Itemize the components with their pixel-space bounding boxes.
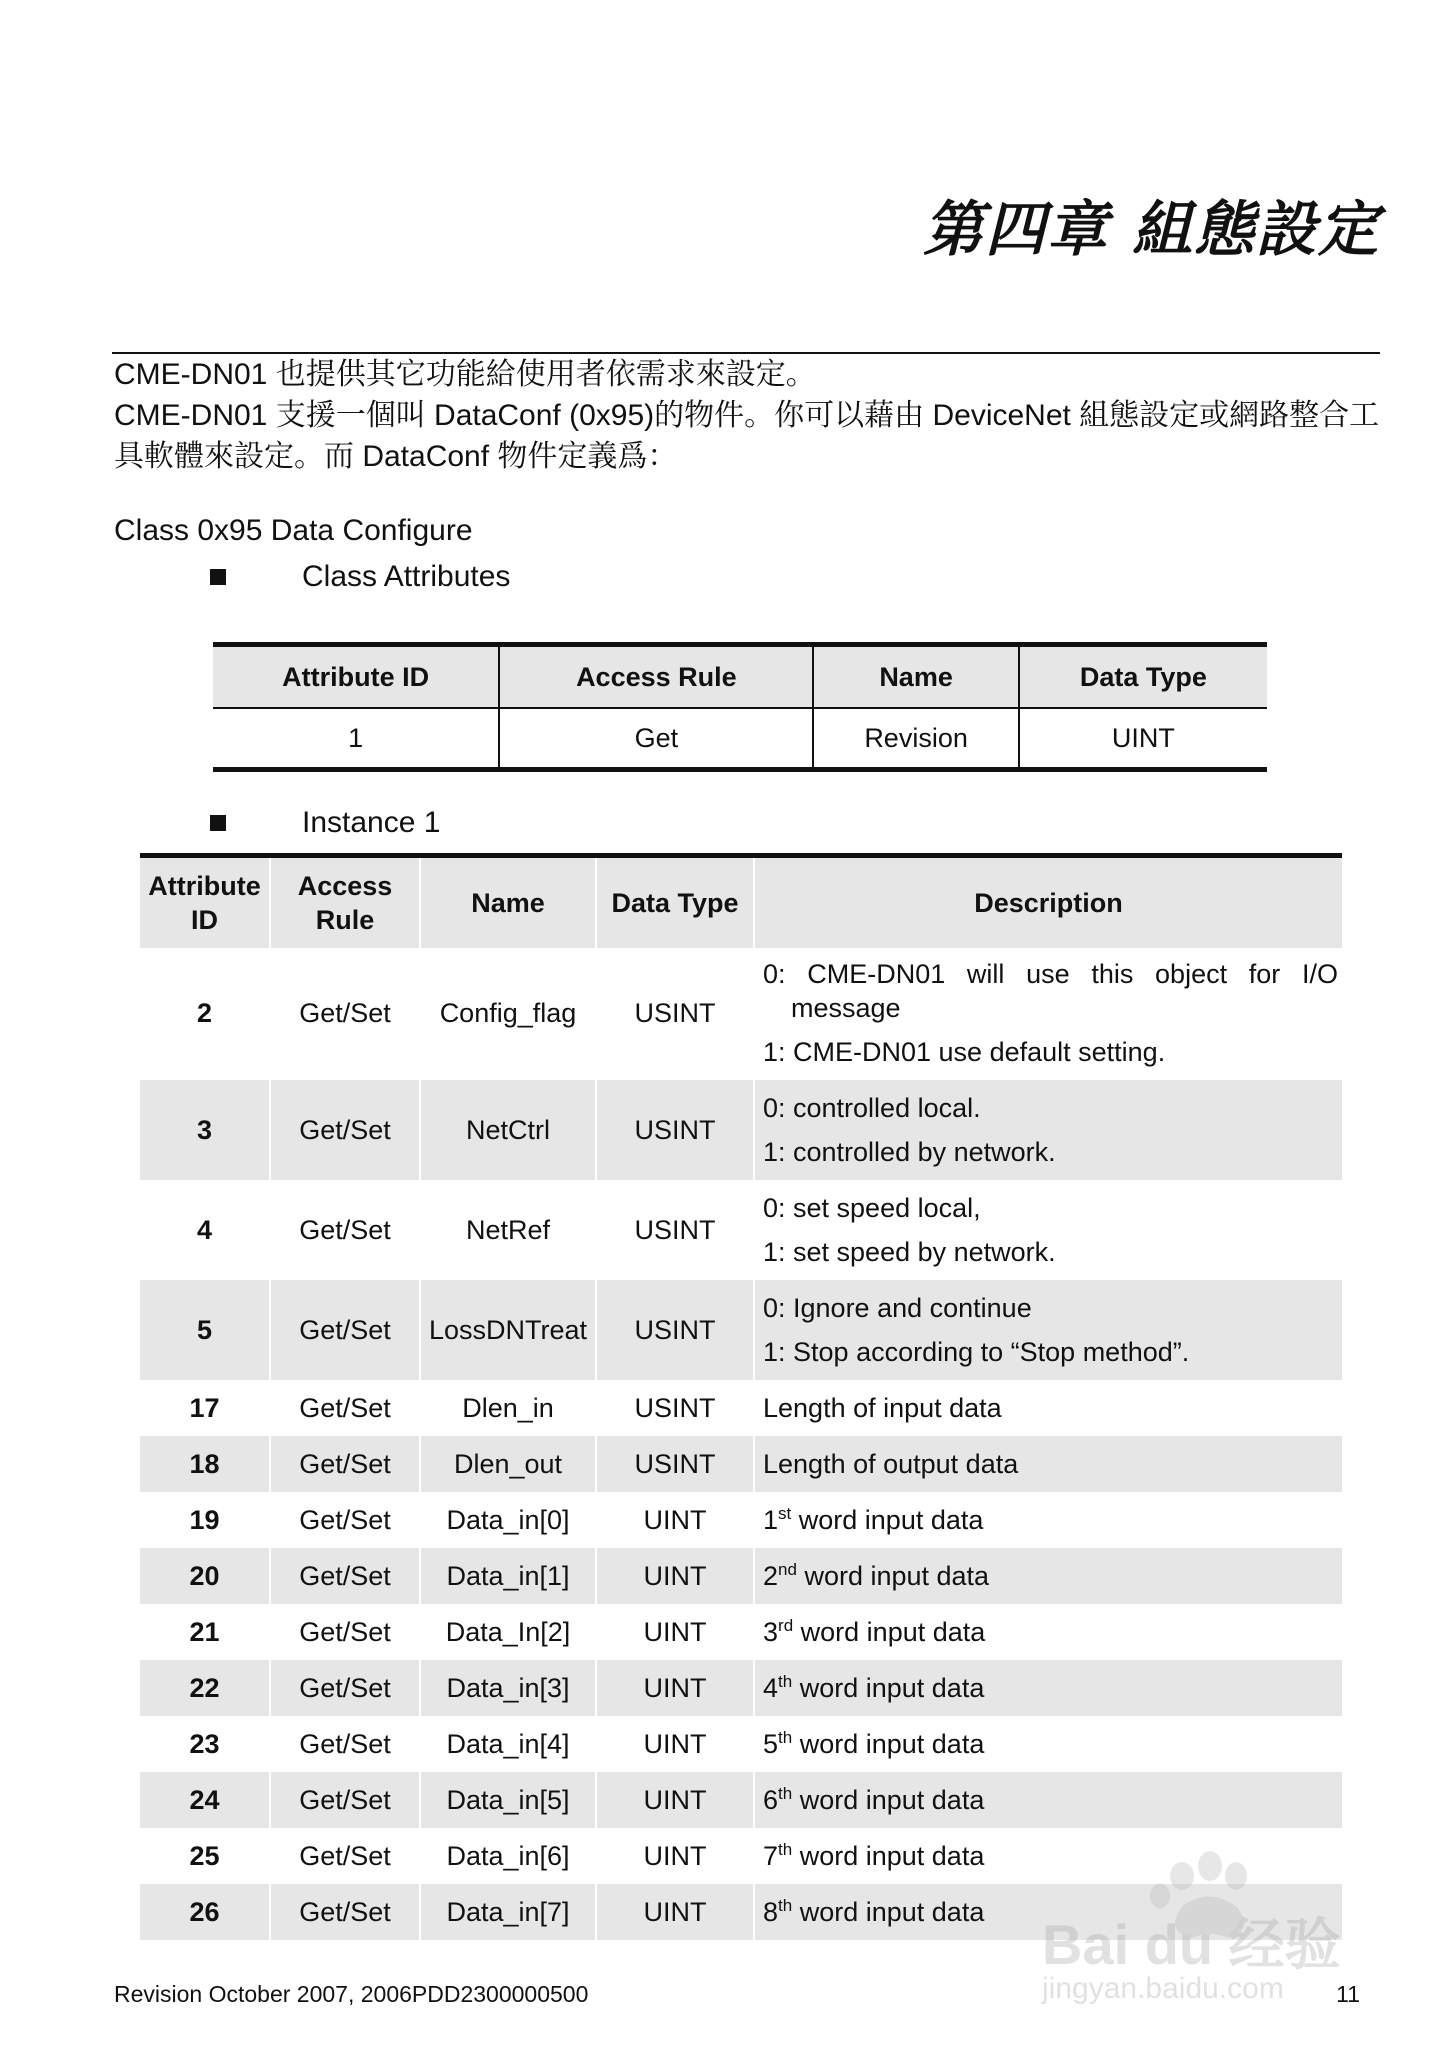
cell-attribute-id: 19	[140, 1492, 270, 1548]
description-text: word input data	[792, 1896, 985, 1927]
description-line: 0: CME-DN01 will use this object for I/O	[763, 959, 1338, 989]
col-description: Description	[754, 856, 1342, 949]
cell-attribute-id: 25	[140, 1828, 270, 1884]
ordinal-suffix: st	[778, 1503, 792, 1523]
col-name: Name	[420, 856, 596, 949]
cell-attribute-id: 26	[140, 1884, 270, 1940]
description-line: 0: Ignore and continue	[763, 1293, 1032, 1323]
cell-access-rule: Get/Set	[270, 1548, 420, 1604]
cell-name: NetRef	[420, 1180, 596, 1280]
cell-data-type: UINT	[596, 1492, 754, 1548]
intro-line-1: CME-DN01 也提供其它功能給使用者依需求來設定。	[114, 358, 816, 391]
cell-name: NetCtrl	[420, 1079, 596, 1180]
cell-attribute-id: 17	[140, 1380, 270, 1436]
cell-attribute-id: 20	[140, 1548, 270, 1604]
ordinal-suffix: rd	[778, 1615, 794, 1635]
cell-access-rule: Get/Set	[270, 1604, 420, 1660]
description-text: word input data	[791, 1504, 984, 1535]
class-attributes-table	[213, 642, 1267, 772]
col-data-type: Data Type	[1019, 645, 1267, 709]
baidu-watermark	[1032, 1846, 1362, 2006]
ordinal-suffix: th	[778, 1727, 793, 1747]
cell-data-type: UINT	[596, 1716, 754, 1772]
ordinal-number: 6	[763, 1784, 779, 1815]
intro-line-2: CME-DN01 支援一個叫 DataConf (0x95)的物件。你可以藉由 DeviceNet 組態設定或網路整合工具軟體來設定。而 DataConf 物件定義爲：	[114, 399, 1380, 473]
cell-attribute-id: 21	[140, 1604, 270, 1660]
table-row	[140, 1660, 1342, 1716]
ordinal-suffix: th	[778, 1895, 793, 1915]
cell-name: Data_in[3]	[420, 1660, 596, 1716]
table-row	[140, 1604, 1342, 1660]
description-text: word input data	[796, 1560, 990, 1591]
cell-description	[754, 1772, 1342, 1828]
table-row	[140, 1716, 1342, 1772]
table-header-row	[213, 645, 1267, 709]
class-title: Class 0x95 Data Configure	[114, 514, 473, 547]
cell-access-rule: Get/Set	[270, 1280, 420, 1380]
col-attribute-id-line2: ID	[191, 905, 218, 935]
ordinal-number: 1	[763, 1504, 779, 1535]
table-row	[140, 1492, 1342, 1548]
description-text: word input data	[793, 1616, 986, 1647]
ordinal-suffix: th	[778, 1839, 793, 1859]
instance-label: Instance 1	[302, 806, 441, 839]
cell-name: Config_flag	[420, 948, 596, 1079]
description-text: word input data	[792, 1840, 985, 1871]
cell-description	[754, 1492, 1342, 1548]
chapter-title: 第四章 組態設定	[923, 195, 1380, 265]
cell-attribute-id: 1	[213, 708, 499, 770]
square-bullet-icon	[210, 569, 226, 585]
instance-attributes-table	[140, 853, 1342, 1940]
cell-name: Data_in[7]	[420, 1884, 596, 1940]
cell-name: Data_In[2]	[420, 1604, 596, 1660]
square-bullet-icon	[210, 815, 226, 831]
col-access-rule-line1: Access	[297, 871, 393, 901]
description-line: 1: CME-DN01 use default setting.	[763, 1037, 1166, 1067]
table-row	[140, 1180, 1342, 1280]
ordinal-number: 3	[763, 1616, 779, 1647]
cell-data-type: USINT	[596, 1436, 754, 1492]
cell-description: Length of output data	[754, 1436, 1342, 1492]
cell-access-rule: Get	[499, 708, 813, 770]
cell-attribute-id: 22	[140, 1660, 270, 1716]
col-attribute-id: Attribute ID	[213, 645, 499, 709]
cell-access-rule: Get/Set	[270, 1660, 420, 1716]
ordinal-number: 2	[763, 1560, 779, 1591]
table-row	[140, 1079, 1342, 1180]
cell-attribute-id: 23	[140, 1716, 270, 1772]
cell-attribute-id: 18	[140, 1436, 270, 1492]
cell-description	[754, 1180, 1342, 1280]
table-row	[140, 1772, 1342, 1828]
cell-name: Dlen_out	[420, 1436, 596, 1492]
cell-data-type: USINT	[596, 1380, 754, 1436]
cell-data-type: USINT	[596, 1180, 754, 1280]
cell-attribute-id: 24	[140, 1772, 270, 1828]
instance-heading	[210, 806, 440, 840]
cell-data-type: UINT	[596, 1548, 754, 1604]
cell-access-rule: Get/Set	[270, 1772, 420, 1828]
footer-revision: Revision October 2007, 2006PDD2300000500	[114, 1981, 589, 2007]
description-line: 0: set speed local,	[763, 1193, 981, 1223]
cell-attribute-id: 5	[140, 1280, 270, 1380]
cell-name: Data_in[5]	[420, 1772, 596, 1828]
cell-description	[754, 1280, 1342, 1380]
cell-data-type: UINT	[596, 1660, 754, 1716]
cell-name: Dlen_in	[420, 1380, 596, 1436]
col-name: Name	[813, 645, 1018, 709]
table-row	[140, 1280, 1342, 1380]
cell-access-rule: Get/Set	[270, 1884, 420, 1940]
col-access-rule-line2: Rule	[315, 905, 375, 935]
description-line: 0: controlled local.	[763, 1093, 981, 1123]
cell-name: Revision	[813, 708, 1018, 770]
intro-text	[114, 354, 1384, 477]
cell-attribute-id: 2	[140, 948, 270, 1079]
description-text: word input data	[792, 1672, 985, 1703]
class-attributes-label: Class Attributes	[302, 560, 511, 593]
cell-name: Data_in[4]	[420, 1716, 596, 1772]
cell-access-rule: Get/Set	[270, 1180, 420, 1280]
cell-access-rule: Get/Set	[270, 948, 420, 1079]
col-data-type: Data Type	[596, 856, 754, 949]
cell-description	[754, 948, 1342, 1079]
cell-description	[754, 1660, 1342, 1716]
cell-access-rule: Get/Set	[270, 1436, 420, 1492]
cell-attribute-id: 4	[140, 1180, 270, 1280]
cell-access-rule: Get/Set	[270, 1079, 420, 1180]
ordinal-suffix: th	[778, 1783, 793, 1803]
cell-description	[754, 1079, 1342, 1180]
cell-data-type: USINT	[596, 948, 754, 1079]
cell-name: Data_in[1]	[420, 1548, 596, 1604]
col-attribute-id-line1: Attribute	[148, 871, 261, 901]
paw-logo-icon	[1032, 1846, 1362, 2006]
ordinal-suffix: nd	[778, 1559, 797, 1579]
class-attributes-heading	[210, 560, 510, 594]
cell-data-type: UINT	[596, 1828, 754, 1884]
description-line: message	[791, 993, 901, 1023]
table-row	[140, 1548, 1342, 1604]
cell-attribute-id: 3	[140, 1079, 270, 1180]
ordinal-suffix: th	[778, 1671, 793, 1691]
watermark-brand: Bai du 经验	[1042, 1913, 1341, 1976]
cell-access-rule: Get/Set	[270, 1380, 420, 1436]
description-line: 1: set speed by network.	[763, 1237, 1056, 1267]
description-line: 1: controlled by network.	[763, 1137, 1056, 1167]
ordinal-number: 7	[763, 1840, 779, 1871]
ordinal-number: 4	[763, 1672, 779, 1703]
cell-name: Data_in[6]	[420, 1828, 596, 1884]
cell-description	[754, 1716, 1342, 1772]
page-number: 11	[1336, 1981, 1360, 2007]
table-row	[213, 708, 1267, 770]
cell-description	[754, 1604, 1342, 1660]
table-row	[140, 948, 1342, 1079]
cell-access-rule: Get/Set	[270, 1716, 420, 1772]
cell-access-rule: Get/Set	[270, 1492, 420, 1548]
table-row	[140, 1380, 1342, 1436]
cell-data-type: UINT	[1111, 722, 1175, 753]
description-text: word input data	[792, 1728, 985, 1759]
description-text: word input data	[792, 1784, 985, 1815]
col-access-rule: Access Rule	[499, 645, 813, 709]
watermark-url: jingyan.baidu.com	[1042, 1972, 1284, 2005]
table-header-row	[140, 856, 1342, 949]
col-access-rule	[270, 856, 420, 949]
cell-data-type: UINT	[596, 1772, 754, 1828]
ordinal-number: 8	[763, 1896, 779, 1927]
col-attribute-id	[140, 856, 270, 949]
cell-data-type: USINT	[596, 1280, 754, 1380]
cell-name: LossDNTreat	[420, 1280, 596, 1380]
cell-data-type: USINT	[596, 1079, 754, 1180]
ordinal-number: 5	[763, 1728, 779, 1759]
cell-description	[754, 1548, 1342, 1604]
table-row	[140, 1436, 1342, 1492]
cell-description: Length of input data	[763, 1392, 1002, 1423]
cell-data-type: UINT	[596, 1604, 754, 1660]
cell-name: Data_in[0]	[420, 1492, 596, 1548]
description-line: 1: Stop according to “Stop method”.	[763, 1337, 1190, 1367]
cell-access-rule: Get/Set	[270, 1828, 420, 1884]
cell-data-type: UINT	[596, 1884, 754, 1940]
